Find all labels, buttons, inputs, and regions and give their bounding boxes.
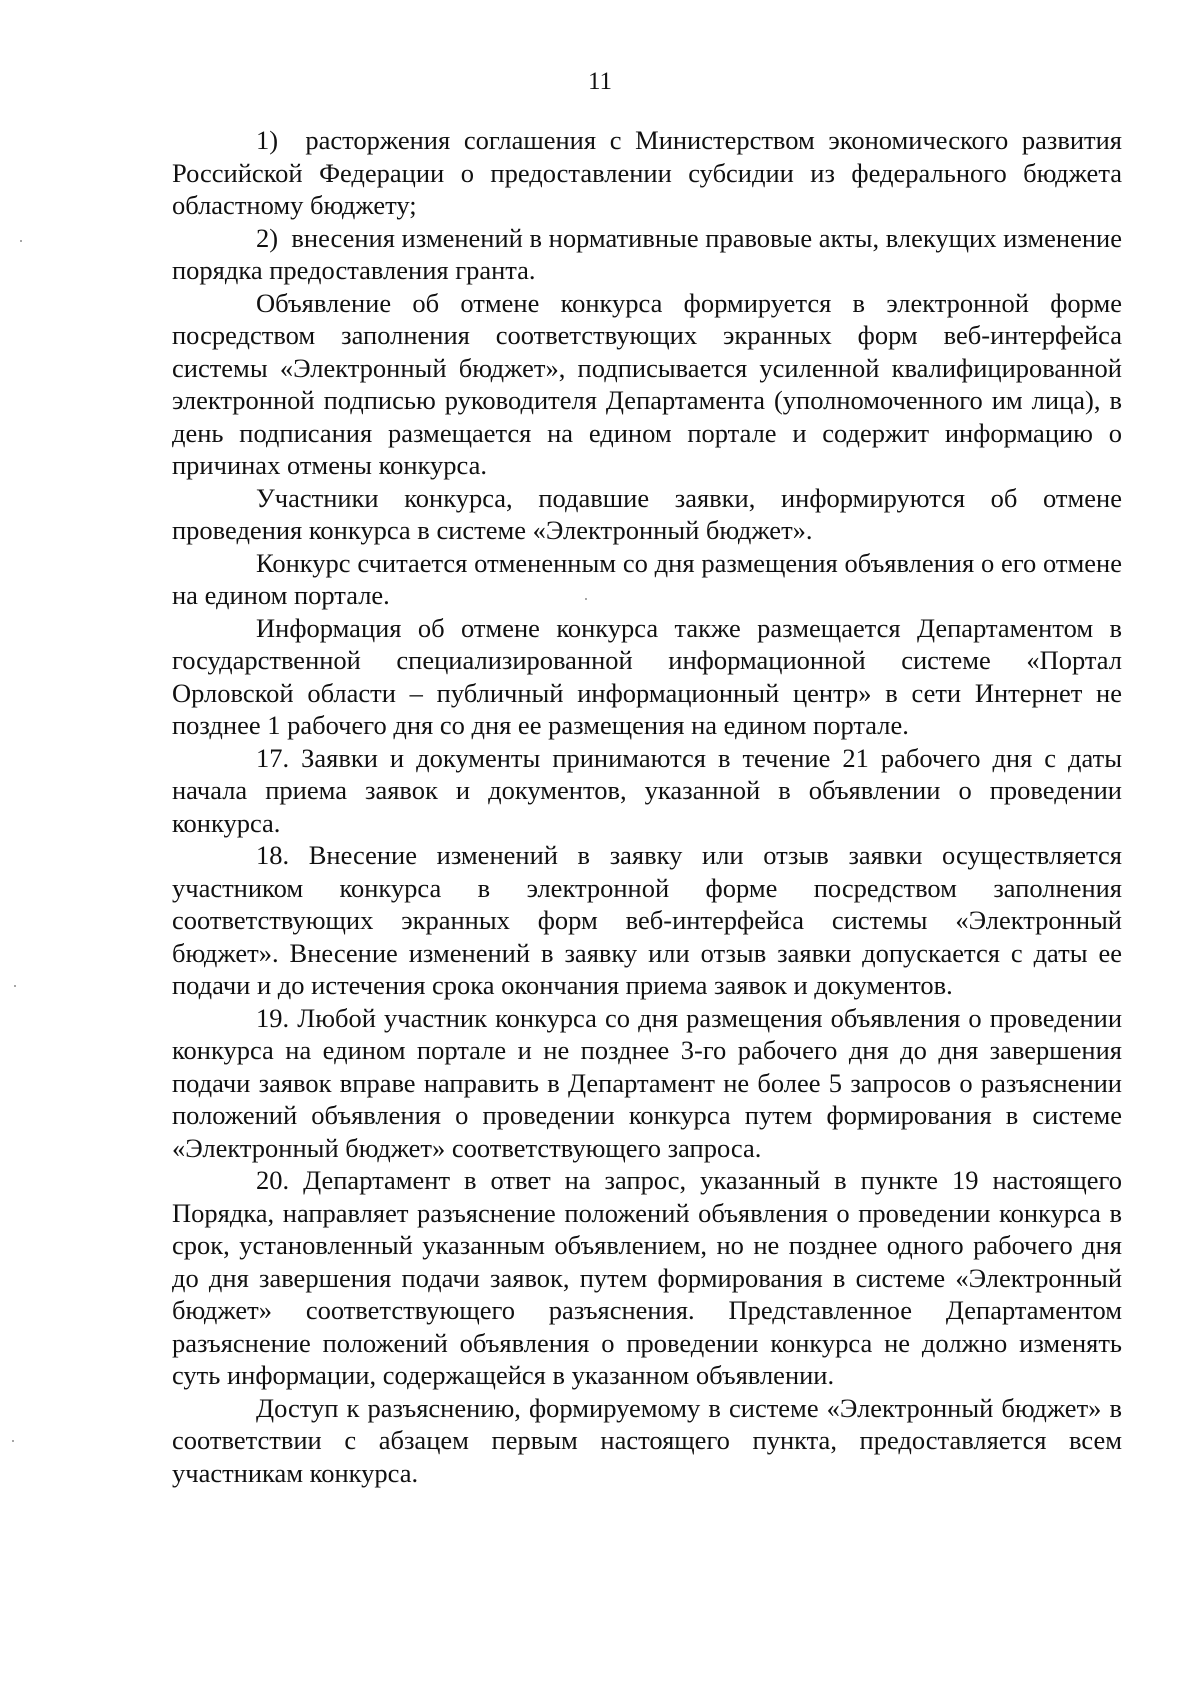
paragraph-clause-20: 20. Департамент в ответ на запрос, указанный в пункте 19 настоящего Порядка, направляет разъяснение положений объявления о проведении конкурса в срок, установленный указанным объявлением, но не позднее одного рабочего дня до дня завершения подачи заявок, путем формирования в системе «Электронный бюджет» соответствующего разъяснения. Представленное Департаментом разъяснение положений объявления о проведении конкурса не должно изменять суть информации, содержащейся в указанном объявлении. <box>172 1165 1122 1390</box>
paragraph-participants-informed: Участники конкурса, подавшие заявки, информируются об отмене проведения конкурса в системе «Электронный бюджет». <box>172 482 1122 545</box>
paragraph-cancellation-announcement: Объявление об отмене конкурса формируется в электронной форме посредством заполнения соответствующих экранных форм веб-интерфейса системы «Электронный бюджет», подписывается усиленной квалифицированной электронной подписью руководителя Департамента (уполномоченного им лица), в день подписания размещается на едином портале и содержит информацию о причинах отмены конкурса. <box>172 287 1122 480</box>
paragraph-info-portal: Информация об отмене конкурса также размещается Департаментом в государственной специализированной информационной системе «Портал Орловской области – публичный информационный центр» в сети Интернет не позднее 1 рабочего дня со дня ее размещения на едином портале. <box>172 612 1122 740</box>
paragraph-item-2: 2) внесения изменений в нормативные правовые акты, влекущих изменение порядка предоставления гранта. <box>172 222 1122 285</box>
scan-speck <box>585 598 587 600</box>
paragraph-clause-18: 18. Внесение изменений в заявку или отзыв заявки осуществляется участником конкурса в электронной форме посредством заполнения соответствующих экранных форм веб-интерфейса системы «Электронный бюджет». Внесение изменений в заявку или отзыв заявки допускается с даты ее подачи и до истечения срока окончания приема заявок и документов. <box>172 840 1122 1000</box>
paragraph-contest-cancelled: Конкурс считается отмененным со дня размещения объявления о его отмене на едином портале. <box>172 547 1122 610</box>
document-body <box>172 124 1122 1489</box>
scan-speck <box>14 985 16 987</box>
page-number: 11 <box>587 68 613 95</box>
scan-speck <box>20 240 22 242</box>
paragraph-item-1: 1) расторжения соглашения с Министерством экономического развития Российской Федерации о предоставлении субсидии из федерального бюджета областному бюджету; <box>172 125 1122 220</box>
scan-speck <box>12 1440 14 1442</box>
paragraph-clause-17: 17. Заявки и документы принимаются в течение 21 рабочего дня с даты начала приема заявок и документов, указанной в объявлении о проведении конкурса. <box>172 742 1122 838</box>
paragraph-clause-19: 19. Любой участник конкурса со дня размещения объявления о проведении конкурса на едином портале и не позднее 3-го рабочего дня до дня завершения подачи заявок вправе направить в Департамент не более 5 запросов о разъяснении положений объявления о проведении конкурса путем формирования в системе «Электронный бюджет» соответствующего запроса. <box>172 1002 1122 1163</box>
paragraph-clarification-access: Доступ к разъяснению, формируемому в системе «Электронный бюджет» в соответствии с абзацем первым настоящего пункта, предоставляется всем участникам конкурса. <box>172 1392 1122 1488</box>
